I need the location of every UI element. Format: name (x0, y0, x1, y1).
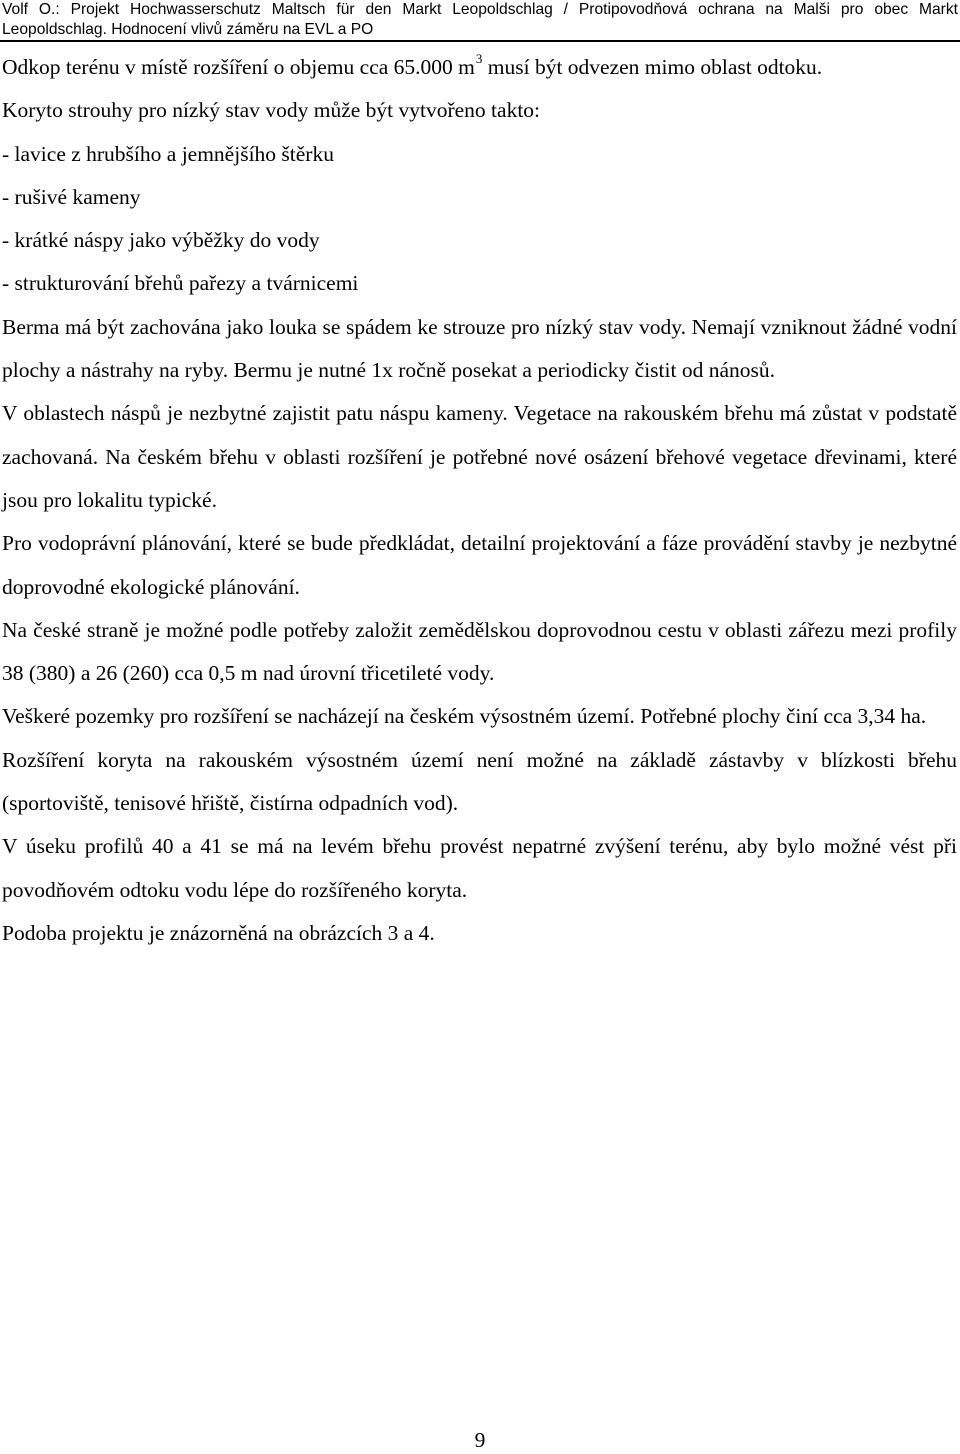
paragraph-figures: Podoba projektu je znázorněná na obrázcích 3 a 4. (2, 920, 435, 945)
list-item: - strukturování břehů pařezy a tvárnicemi (2, 271, 359, 296)
excavation-text-end: musí být odvezen mimo oblast odtoku. (482, 55, 823, 79)
main-text (2, 46, 957, 955)
list-item: - lavice z hrubšího a jemnějšího štěrku (2, 141, 334, 166)
list-item: - rušivé kameny (2, 184, 141, 209)
excavation-text-start: Odkop terénu v místě rozšíření o objemu cca 65.000 m (2, 55, 475, 79)
list-item: - krátké náspy jako výběžky do vody (2, 228, 320, 253)
header-line-1: Volf O.: Projekt Hochwasserschutz Maltsch für den Markt Leopoldschlag / Protipovodňová ochrana na Malši pro obec Markt (2, 1, 958, 18)
channel-list-intro: Koryto strouhy pro nízký stav vody může být vytvořeno takto: (2, 98, 541, 123)
paragraph-excavation (2, 46, 957, 89)
paragraph-profiles: V úseku profilů 40 a 41 se má na levém břehu provést nepatrné zvýšení terénu, aby bylo možné vést při povodňovém odtoku vodu lépe do rozšířeného koryta. (2, 834, 957, 902)
paragraph-austrian-side: Rozšíření koryta na rakouském výsostném území není možné na základě zástavby v blízkosti břehu (sportoviště, tenisové hřiště, čistírna odpadních vod). (2, 747, 957, 816)
page-number: 9 (474, 1428, 486, 1452)
header-line-2: Leopoldschlag. Hodnocení vlivů záměru na EVL a PO (2, 21, 374, 38)
paragraph-berm: Berma má být zachována jako louka se spádem ke strouze pro nízký stav vody. Nemají vzniknout žádné vodní plochy a nástrahy na ryby. Bermu je nutné 1x ročně posekat a periodicky čistit od nánosů. (2, 314, 957, 383)
paragraph-embankments: V oblastech náspů je nezbytné zajistit patu náspu kameny. Vegetace na rakouském břehu má zůstat v podstatě zachovaná. Na českém břehu v oblasti rozšíření je potřebné nové osázení břehové vegetace dřevinami, které jsou pro lokalitu typické. (2, 401, 957, 512)
paragraph-planning: Pro vodoprávní plánování, které se bude předkládat, detailní projektování a fáze provádění stavby je nezbytné doprovodné ekologické plánování. (2, 531, 957, 599)
header-divider (0, 40, 960, 42)
paragraph-access-road: Na české straně je možné podle potřeby založit zemědělskou doprovodnou cestu v oblasti zářezu mezi profily 38 (380) a 26 (260) cca 0,5 m nad úrovní třicetileté vody. (2, 617, 957, 686)
cubic-superscript: 3 (475, 51, 483, 66)
paragraph-land: Veškeré pozemky pro rozšíření se nacházejí na českém výsostném území. Potřebné plochy činí cca 3,34 ha. (2, 704, 927, 729)
running-header (2, 0, 958, 40)
paragraph-channel-list (2, 89, 957, 305)
